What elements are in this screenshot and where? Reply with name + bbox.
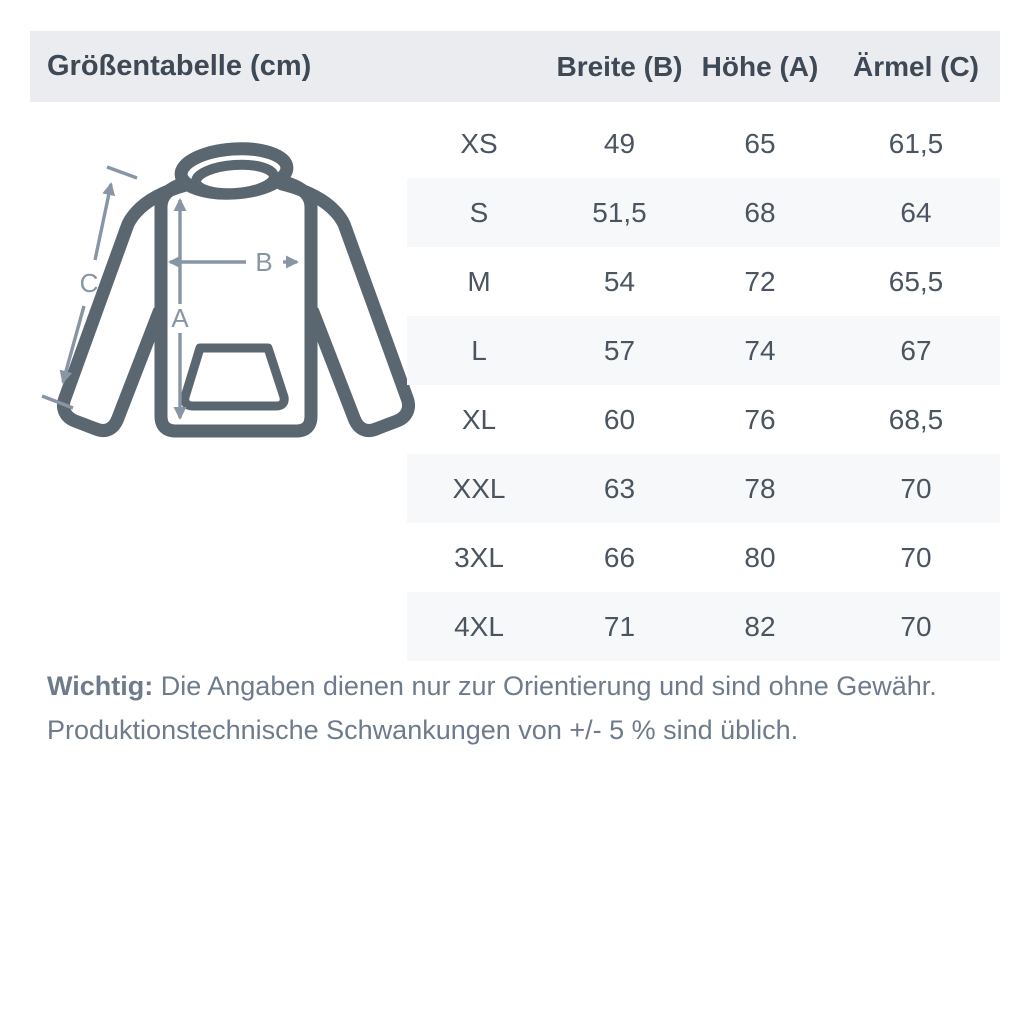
column-header-hoehe: Höhe (A) [701,50,819,82]
hoehe-value: 65 [744,127,776,159]
size-label: XL [461,403,497,435]
sleeve-tick-top [107,167,137,178]
hoehe-value: 80 [744,541,776,573]
page-title: Größentabelle (cm) [47,50,312,82]
hoodie-pocket [185,348,284,406]
size-label: L [471,334,487,366]
hoehe-value: 82 [744,610,776,642]
aermel-value: 68,5 [888,403,944,435]
hoehe-value: 72 [744,265,776,297]
hoehe-value: 78 [744,472,776,504]
breite-value: 49 [603,127,636,159]
disclaimer [47,664,977,752]
breite-value: 57 [603,334,636,366]
breite-value: 66 [603,541,636,573]
aermel-value: 70 [900,472,932,504]
table-row [407,454,1000,523]
disclaimer-line-2: Produktionstechnische Schwankungen von +/- 5 % sind üblich. [47,715,799,745]
disclaimer-line-1 [47,664,977,708]
size-label: 3XL [454,541,504,573]
size-label: M [467,265,491,297]
table-header-bar [30,31,1000,102]
column-headers [407,31,1000,102]
aermel-value: 70 [900,610,932,642]
table-row [407,385,1000,454]
aermel-value: 67 [900,334,932,366]
table-row [407,247,1000,316]
sleeve-arrow-upper [95,184,111,260]
table-row [407,178,1000,247]
hoodie-measurement-diagram [40,120,420,460]
breite-value: 54 [603,265,636,297]
breite-value: 63 [603,472,636,504]
disclaimer-text-1: Die Angaben dienen nur zur Orientierung und sind ohne Gewähr. [153,671,937,701]
hoehe-value: 68 [744,196,776,228]
hoodie-hood-inner [195,162,275,195]
height-dimension-label: A [171,303,189,333]
size-label: 4XL [454,610,504,642]
column-header-aermel: Ärmel (C) [852,50,979,82]
size-label: XXL [452,472,506,504]
breite-value: 71 [603,610,636,642]
aermel-value: 70 [900,541,932,573]
aermel-value: 64 [900,196,932,228]
breite-value: 60 [603,403,636,435]
hoehe-value: 74 [744,334,776,366]
table-row [407,109,1000,178]
disclaimer-bold-prefix: Wichtig: [47,671,154,701]
breite-value: 51,5 [592,196,647,228]
size-label: S [469,196,489,228]
table-row [407,592,1000,661]
aermel-value: 61,5 [888,127,944,159]
column-header-breite: Breite (B) [556,50,683,82]
aermel-value: 65,5 [888,265,944,297]
size-label: XS [460,127,498,159]
table-row [407,523,1000,592]
width-dimension-label: B [255,247,273,277]
hoehe-value: 76 [744,403,776,435]
sleeve-dimension-label: C [79,268,99,298]
table-row [407,316,1000,385]
size-table [407,109,1000,661]
